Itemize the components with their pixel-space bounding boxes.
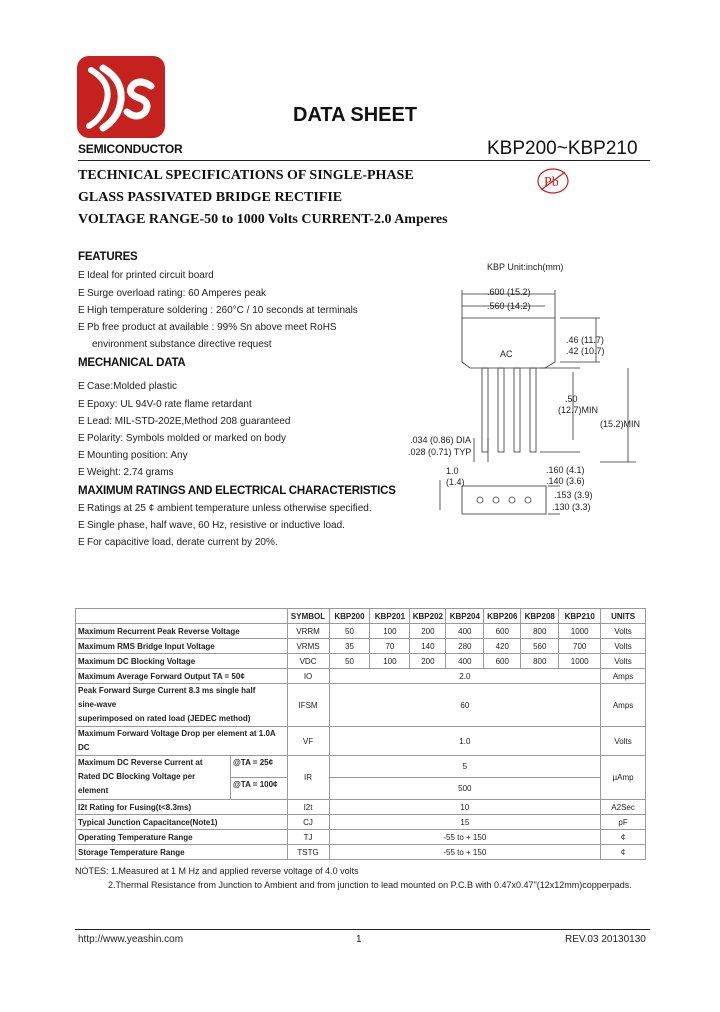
table-header-cell: KBP200 — [329, 609, 370, 624]
features-heading: FEATURES — [78, 251, 138, 263]
dim-label: .46 (11.7) — [566, 335, 604, 345]
table-header-cell: KBP201 — [370, 609, 410, 624]
table-header-row — [76, 609, 646, 624]
mechanical-item: Ε Weight: 2.74 grams — [78, 467, 174, 478]
table-row: Maximum RMS Bridge Input Voltage VRMS 35 70 140 280 420 560 700 Volts — [76, 639, 646, 654]
title-line-1: TECHNICAL SPECIFICATIONS OF SINGLE-PHASE — [78, 168, 414, 183]
dim-label: .140 (3.6) — [546, 476, 585, 486]
table-row: 500 — [76, 778, 646, 800]
company-logo — [77, 56, 165, 138]
table-header-cell: KBP208 — [521, 609, 559, 624]
ratings-item: Ε Single phase, half wave, 60 Hz, resistive or inductive load. — [78, 520, 345, 531]
table-row: Maximum Average Forward Output TA = 50¢ IO 2.0 Amps — [76, 669, 646, 684]
table-row: Maximum Forward Voltage Drop per element at 1.0A DC VF 1.0 Volts — [76, 727, 646, 756]
table-header-cell: KBP206 — [484, 609, 521, 624]
ratings-heading: MAXIMUM RATINGS AND ELECTRICAL CHARACTERISTICS — [78, 485, 396, 497]
dim-label: 1.0 — [446, 466, 459, 476]
footer-divider — [75, 929, 650, 930]
dim-label: .600 (15.2) — [487, 287, 531, 297]
header-divider — [78, 160, 650, 161]
note-2: 2.Thermal Resistance from Junction to Ambient and from junction to lead mounted on P.C.B with 0.47x0.47"(12x12mm)copperpads. — [108, 880, 632, 890]
company-name: SEMICONDUCTOR — [78, 142, 183, 156]
table-row: Maximum DC Reverse Current at Rated DC Blocking Voltage per element @TA = 25¢ @TA = 100¢ IR 5 µAmp — [76, 756, 646, 778]
ratings-item: Ε For capacitive load, derate current by 20%. — [78, 537, 278, 548]
mechanical-item: Ε Epoxy: UL 94V-0 rate flame retardant — [78, 399, 252, 410]
table-row: Storage Temperature Range TSTG -55 to + 150 ¢ — [76, 845, 646, 860]
document-title: DATA SHEET — [293, 104, 418, 126]
dim-label: AC — [500, 349, 513, 359]
feature-item: Ε Surge overload rating: 60 Amperes peak — [78, 288, 266, 299]
table-header-cell: KBP202 — [410, 609, 446, 624]
ratings-item: Ε Ratings at 25 ¢ ambient temperature unless otherwise specified. — [78, 503, 372, 514]
dim-label: .153 (3.9) — [554, 490, 593, 500]
table-header-cell: KBP210 — [559, 609, 601, 624]
revision: REV.03 20130130 — [565, 934, 646, 945]
table-row: Typical Junction Capacitance(Note1) CJ 15 pF — [76, 815, 646, 830]
note-1: NOTES: 1.Measured at 1 M Hz and applied reverse voltage of 4.0 volts — [75, 866, 359, 876]
mechanical-item: Ε Polarity: Symbols molded or marked on body — [78, 433, 286, 444]
mechanical-heading: MECHANICAL DATA — [78, 357, 186, 369]
dim-label: .028 (0.71) TYP — [408, 447, 472, 457]
feature-item: Ε High temperature soldering : 260°C / 10 seconds at terminals — [78, 305, 358, 316]
footer-url[interactable]: http://www.yeashin.com — [78, 934, 184, 945]
title-line-2: GLASS PASSIVATED BRIDGE RECTIFIE — [78, 190, 343, 205]
mechanical-item: Ε Lead: MIL-STD-202E,Method 208 guaranteed — [78, 416, 291, 427]
table-header-cell — [76, 609, 288, 624]
part-number-range: KBP200~KBP210 — [487, 138, 638, 159]
dim-label: .42 (10.7) — [566, 346, 605, 356]
page-number: 1 — [356, 934, 362, 945]
table-row: I2t Rating for Fusing(t<8.3ms) I2t 10 A2Sec — [76, 800, 646, 815]
table-row: Maximum DC Blocking Voltage VDC 50 100 200 400 600 800 1000 Volts — [76, 654, 646, 669]
dim-label: (12.7)MIN — [558, 405, 599, 415]
package-dimension-diagram — [405, 258, 650, 520]
dim-label: .034 (0.86) DIA — [410, 435, 472, 445]
table-row: Operating Temperature Range TJ -55 to + 150 ¢ — [76, 830, 646, 845]
feature-item: environment substance directive request — [92, 339, 272, 350]
dim-label: (15.2)MIN — [600, 419, 641, 429]
mechanical-item: Ε Mounting position: Any — [78, 450, 188, 461]
ratings-table — [75, 608, 646, 860]
title-line-3: VOLTAGE RANGE-50 to 1000 Volts CURRENT-2.0 Amperes — [78, 212, 448, 227]
dim-label: .130 (3.3) — [552, 502, 591, 512]
feature-item: Ε Pb free product at available : 99% Sn above meet RoHS — [78, 322, 337, 333]
table-header-cell: KBP204 — [446, 609, 484, 624]
dim-label: .560 (14.2) — [487, 301, 531, 311]
table-row: Peak Forward Surge Current 8.3 ms single half sine-wave superimposed on rated load (JEDEC method) IFSM 60 Amps — [76, 684, 646, 727]
pb-badge-text: Pb — [544, 175, 559, 190]
feature-item: Ε Ideal for printed circuit board — [78, 270, 214, 281]
table-header-cell: SYMBOL — [287, 609, 329, 624]
table-row: Maximum Recurrent Peak Reverse Voltage VRRM 50 100 200 400 600 800 1000 Volts — [76, 624, 646, 639]
mechanical-item: Ε Case:Molded plastic — [78, 381, 178, 392]
dim-label: .50 — [565, 394, 578, 404]
table-header-cell: UNITS — [601, 609, 646, 624]
pb-free-icon — [536, 166, 570, 196]
diagram-caption: KBP Unit:inch(mm) — [487, 262, 564, 272]
dim-label: (1.4) — [446, 477, 465, 487]
dim-label: .160 (4.1) — [546, 465, 585, 475]
